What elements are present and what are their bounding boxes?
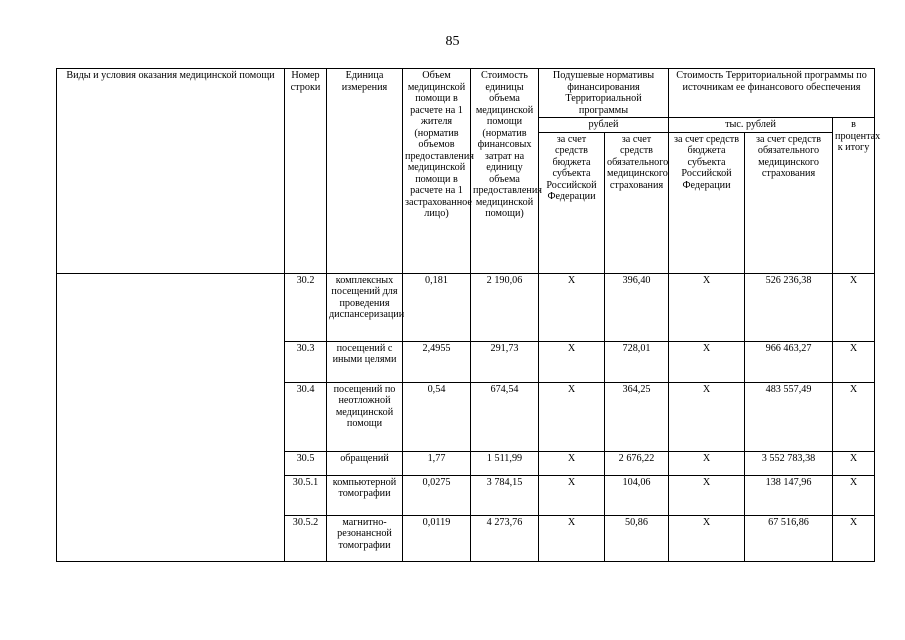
row-unit: комплексных посещений для проведения диспансеризации [327, 273, 403, 341]
row-cost: 1 511,99 [471, 451, 539, 475]
row-cost: 674,54 [471, 382, 539, 451]
row-pc-oms: 396,40 [605, 273, 669, 341]
row-volume: 1,77 [403, 451, 471, 475]
header-pc-oms: за счет средств обязательного медицинского страхования [605, 132, 669, 273]
row-pc-budget: X [539, 382, 605, 451]
row-pc-oms: 104,06 [605, 475, 669, 515]
row-cost: 4 273,76 [471, 515, 539, 561]
row-pc-budget: X [539, 515, 605, 561]
row-volume: 0,0119 [403, 515, 471, 561]
row-code: 30.5.2 [285, 515, 327, 561]
header-unit-thousand-rubles: тыс. рублей [669, 118, 833, 133]
row-percent: X [833, 273, 875, 341]
table-row [57, 273, 875, 341]
row-percent: X [833, 382, 875, 451]
row-percent: X [833, 451, 875, 475]
header-unit: Единица измерения [327, 69, 403, 274]
row-tc-oms: 138 147,96 [745, 475, 833, 515]
row-cost: 291,73 [471, 341, 539, 382]
row-code: 30.4 [285, 382, 327, 451]
header-per-capita-group: Подушевые нормативы финансирования Территориальной программы [539, 69, 669, 118]
row-tc-budget: X [669, 273, 745, 341]
row-code: 30.5 [285, 451, 327, 475]
row-pc-budget: X [539, 341, 605, 382]
row-code: 30.2 [285, 273, 327, 341]
row-volume: 0,181 [403, 273, 471, 341]
row-unit: посещений с иными целями [327, 341, 403, 382]
row-tc-budget: X [669, 382, 745, 451]
kinds-of-care-cell [57, 273, 285, 561]
row-tc-oms: 483 557,49 [745, 382, 833, 451]
header-volume: Объем медицинской помощи в расчете на 1 жителя (норматив объемов предоставления медицинской помощи в расчете на 1 застрахованное лицо) [403, 69, 471, 274]
row-tc-budget: X [669, 475, 745, 515]
row-tc-oms: 67 516,86 [745, 515, 833, 561]
header-tc-oms: за счет средств обязательного медицинского страхования [745, 132, 833, 273]
row-percent: X [833, 475, 875, 515]
page-number: 85 [445, 34, 460, 49]
row-tc-oms: 3 552 783,38 [745, 451, 833, 475]
row-tc-budget: X [669, 451, 745, 475]
header-pc-budget: за счет средств бюджета субъекта Российской Федерации [539, 132, 605, 273]
header-row-number: Номер строки [285, 69, 327, 274]
row-volume: 2,4955 [403, 341, 471, 382]
row-cost: 2 190,06 [471, 273, 539, 341]
row-pc-oms: 364,25 [605, 382, 669, 451]
row-percent: X [833, 515, 875, 561]
header-percent: в процентах к итогу [833, 118, 875, 274]
header-unit-rubles: рублей [539, 118, 669, 133]
row-tc-budget: X [669, 515, 745, 561]
row-pc-budget: X [539, 475, 605, 515]
row-pc-oms: 728,01 [605, 341, 669, 382]
header-tc-budget: за счет средств бюджета субъекта Российской Федерации [669, 132, 745, 273]
header-unit-cost: Стоимость единицы объема медицинской помощи (норматив финансовых затрат на единицу объема предоставления медицинской помощи) [471, 69, 539, 274]
row-pc-oms: 50,86 [605, 515, 669, 561]
row-code: 30.3 [285, 341, 327, 382]
row-pc-budget: X [539, 273, 605, 341]
row-tc-oms: 526 236,38 [745, 273, 833, 341]
row-volume: 0,54 [403, 382, 471, 451]
row-pc-oms: 2 676,22 [605, 451, 669, 475]
row-cost: 3 784,15 [471, 475, 539, 515]
financing-table [56, 68, 881, 562]
row-tc-budget: X [669, 341, 745, 382]
row-volume: 0,0275 [403, 475, 471, 515]
row-unit: компьютерной томографии [327, 475, 403, 515]
row-tc-oms: 966 463,27 [745, 341, 833, 382]
row-unit: обращений [327, 451, 403, 475]
header-program-cost-group: Стоимость Территориальной программы по источникам ее финансового обеспечения [669, 69, 875, 118]
row-unit: магнитно-резонансной томографии [327, 515, 403, 561]
header-kinds-of-care: Виды и условия оказания медицинской помощи [57, 69, 285, 274]
row-unit: посещений по неотложной медицинской помощи [327, 382, 403, 451]
row-code: 30.5.1 [285, 475, 327, 515]
row-pc-budget: X [539, 451, 605, 475]
row-percent: X [833, 341, 875, 382]
